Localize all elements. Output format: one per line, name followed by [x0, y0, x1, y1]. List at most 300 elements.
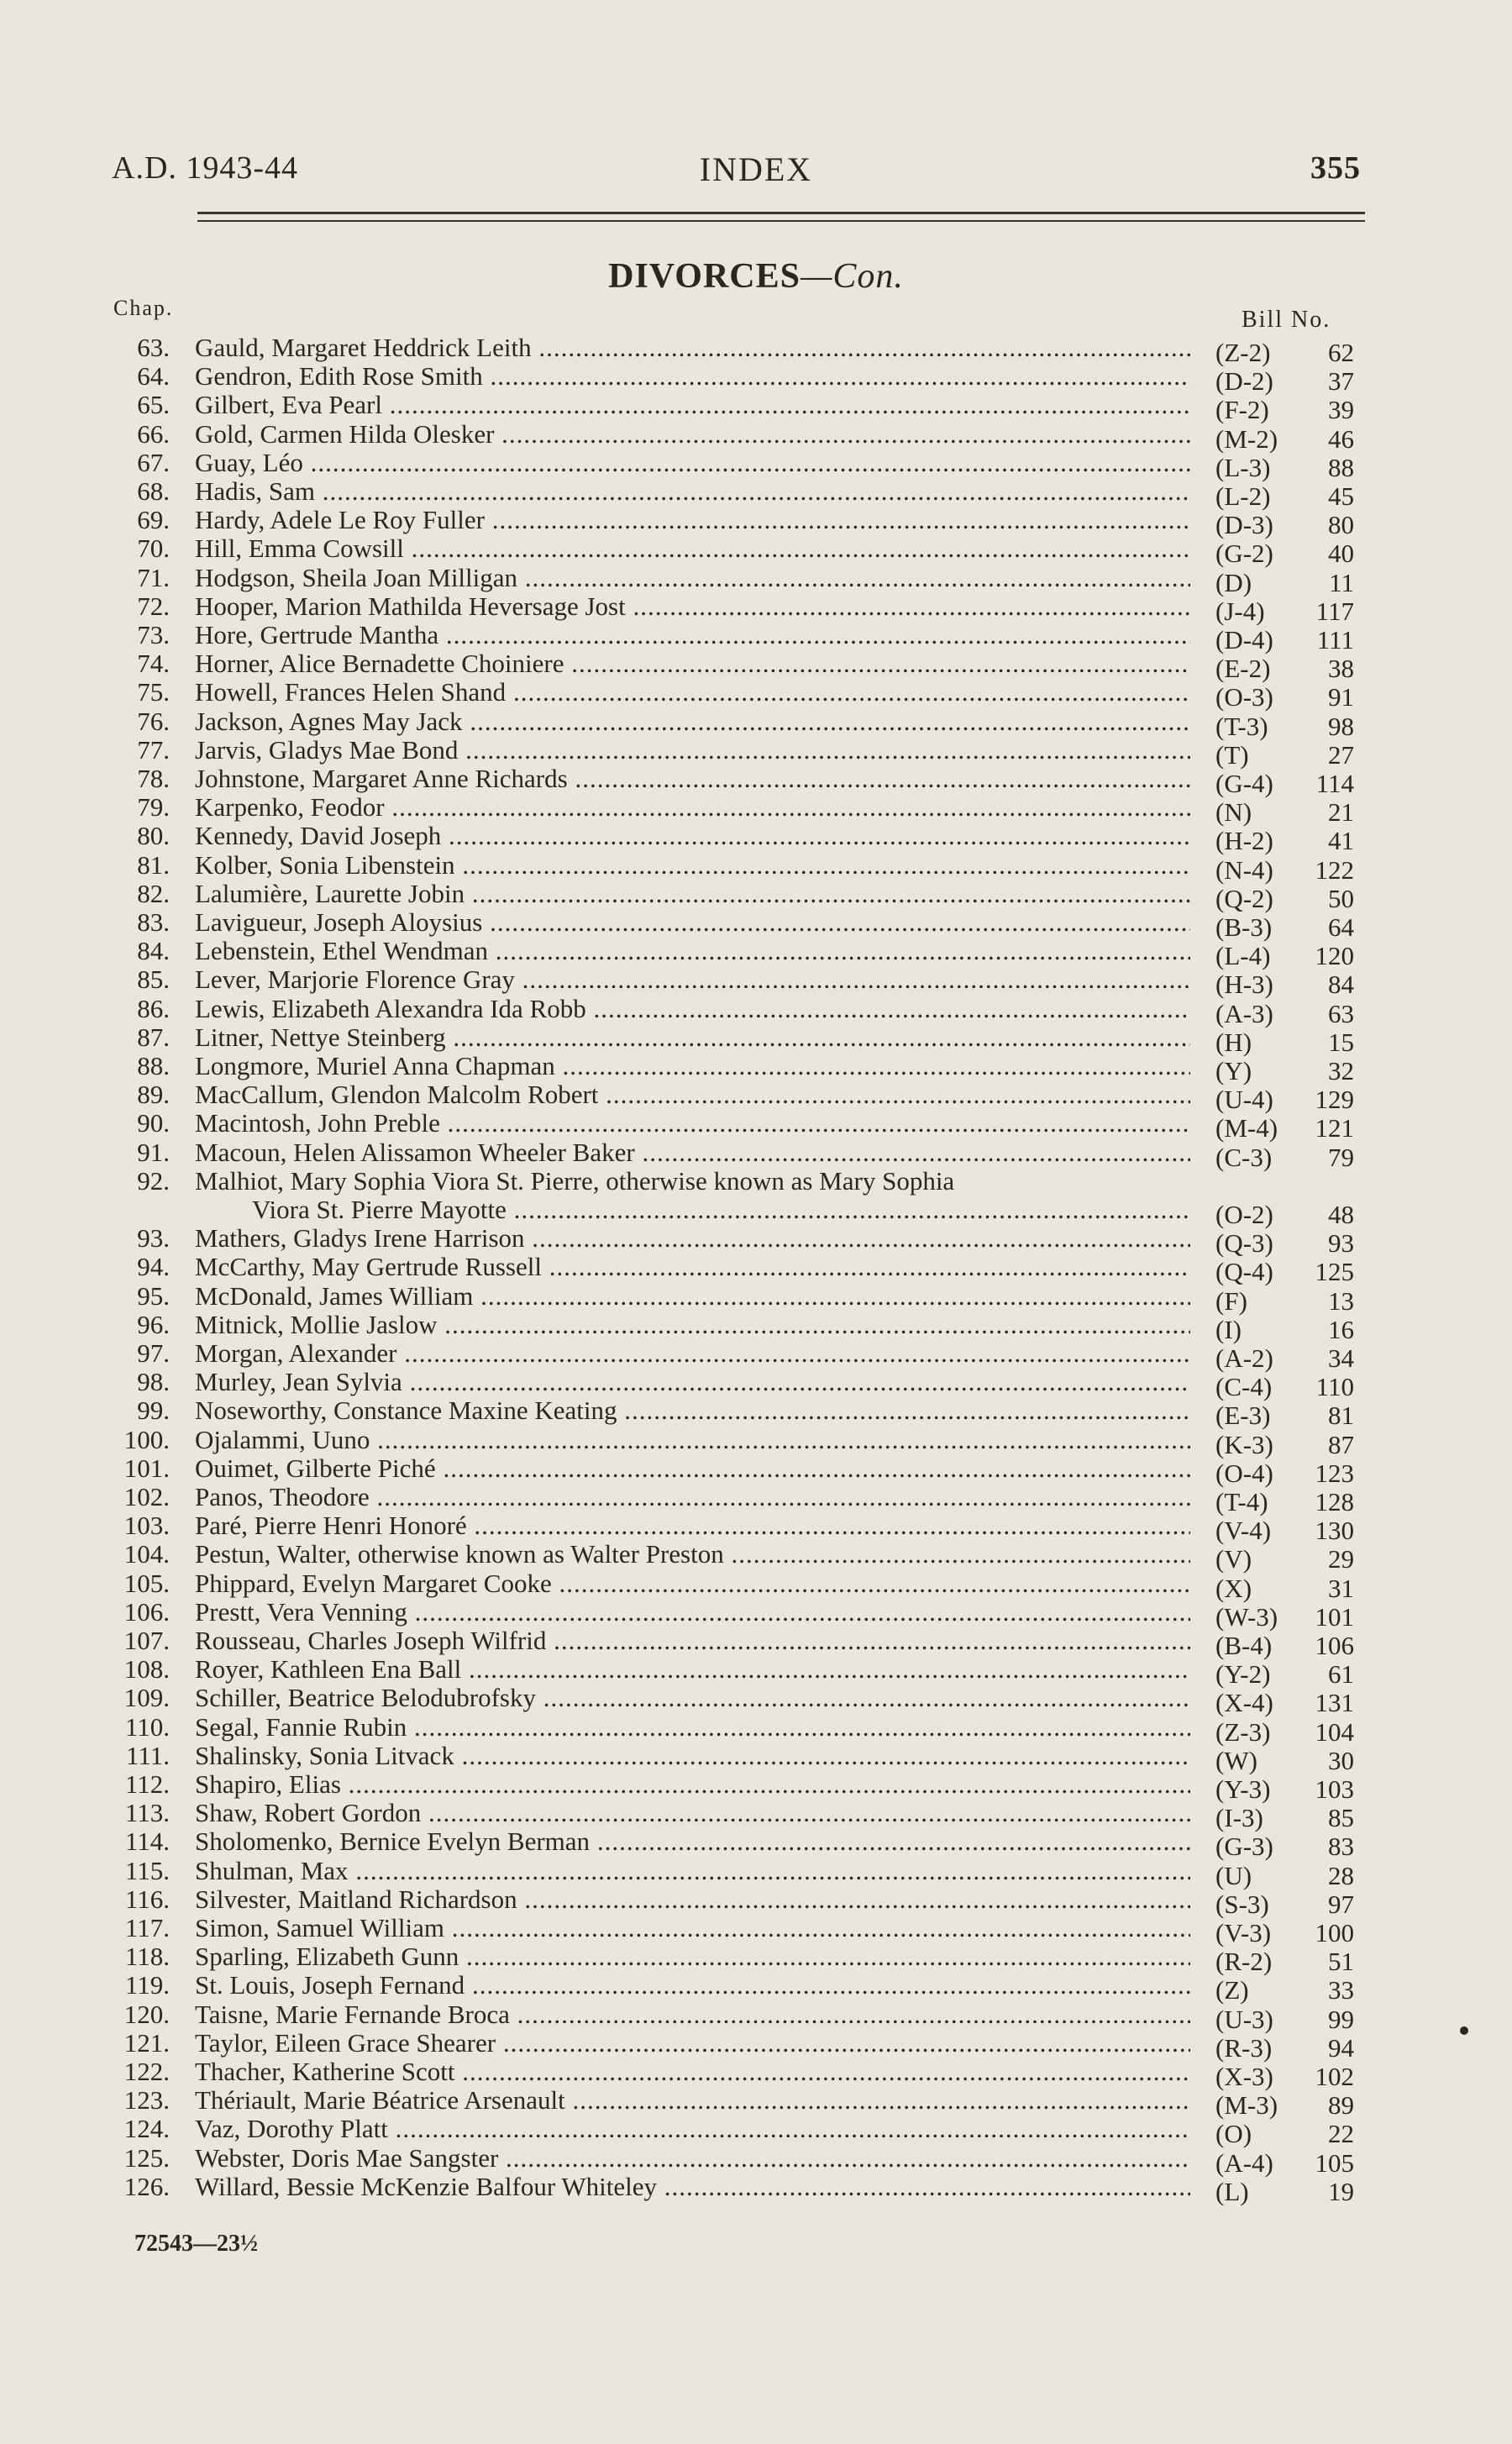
bill-number: 63: [1328, 998, 1354, 1028]
bill-letter-code: (F): [1215, 1285, 1247, 1316]
bill-letter-code: (M-3): [1215, 2090, 1278, 2121]
entry-name: Jarvis, Gladys Mae Bond .....: [195, 736, 1190, 765]
chapter-number: 81.: [137, 849, 170, 880]
bill-number: 117: [1315, 596, 1354, 626]
list-item: [0, 821, 1512, 856]
bill-letter-code: (X-4): [1215, 1688, 1273, 1718]
chapter-number: 114.: [124, 1826, 170, 1857]
bill-letter-code: (E-2): [1215, 654, 1271, 684]
entry-name: Malhiot, Mary Sophia Viora St. Pierre, otherwise known as Mary Sophia: [195, 1166, 955, 1196]
list-item: [0, 964, 1512, 1000]
bill-number: 21: [1328, 797, 1354, 828]
chapter-number: 92.: [137, 1165, 170, 1196]
bill-number: 39: [1328, 395, 1354, 425]
chapter-number: 108.: [123, 1654, 170, 1685]
bill-number: 45: [1328, 481, 1354, 511]
list-item: [0, 2057, 1512, 2091]
list-item: [0, 1942, 1512, 1977]
list-item: [0, 562, 1512, 597]
chapter-number: 106.: [123, 1596, 170, 1627]
bill-number: 87: [1328, 1429, 1354, 1459]
bill-number: 130: [1315, 1516, 1354, 1546]
list-item: [0, 993, 1512, 1028]
bill-number: 97: [1328, 1889, 1354, 1919]
list-item: [0, 2027, 1512, 2063]
entry-name: Rousseau, Charles Joseph Wilfrid .....: [195, 1627, 1190, 1655]
bill-number: 61: [1328, 1659, 1354, 1690]
section-continued: —Con.: [801, 257, 904, 296]
entry-name: Kennedy, David Joseph .....: [195, 822, 1190, 850]
chapter-number: 76.: [137, 706, 170, 736]
list-item: [0, 1511, 1512, 1546]
chapter-number: 94.: [137, 1252, 170, 1282]
entry-name: Macintosh, John Preble .....: [195, 1109, 1190, 1138]
bill-letter-code: (I): [1215, 1314, 1242, 1344]
section-heading: [0, 256, 1512, 297]
bill-letter-code: (M-4): [1215, 1113, 1278, 1143]
list-item-continuation: [0, 1196, 1512, 1229]
bill-number: 121: [1315, 1113, 1354, 1143]
bill-letter-code: (V-4): [1215, 1516, 1272, 1546]
entry-name: Ouimet, Gilberte Piché .....: [195, 1454, 1190, 1483]
list-item: [0, 1395, 1512, 1431]
bill-number: 79: [1328, 1142, 1354, 1172]
entry-name: Gold, Carmen Hilda Olesker .....: [195, 420, 1190, 449]
bill-number: 31: [1328, 1573, 1354, 1603]
list-item: [0, 1539, 1512, 1574]
running-head-title: INDEX: [699, 150, 813, 188]
chapter-number: 91.: [137, 1137, 170, 1167]
bill-letter-code: (R-3): [1215, 2032, 1273, 2063]
list-item: [0, 418, 1512, 454]
entry-name: Morgan, Alexander .....: [195, 1339, 1190, 1368]
list-item: [0, 1424, 1512, 1459]
bill-letter-code: (Q-2): [1215, 883, 1273, 913]
bill-letter-code: (N-4): [1215, 854, 1273, 885]
entry-name: Johnstone, Margaret Anne Richards .....: [195, 765, 1190, 793]
entry-name: Thacher, Katherine Scott .....: [195, 2058, 1190, 2086]
entry-name-continued: Viora St. Pierre Mayotte .....: [252, 1196, 1189, 1224]
list-item: [0, 2142, 1512, 2178]
entry-name: Pestun, Walter, otherwise known as Walter Preston .....: [195, 1540, 1190, 1569]
bill-letter-code: (L): [1215, 2176, 1249, 2206]
bill-letter-code: (U-3): [1215, 2004, 1273, 2034]
list-item: [0, 2171, 1512, 2206]
print-speck: [1460, 2026, 1468, 2035]
chapter-number: 99.: [137, 1395, 170, 1426]
bill-letter-code: (Q-3): [1215, 1228, 1273, 1259]
bill-number: 101: [1315, 1601, 1354, 1632]
bill-letter-code: (Z-3): [1215, 1716, 1271, 1747]
list-item: [0, 1970, 1512, 2005]
list-item: [0, 849, 1512, 885]
printer-signature-mark: 72543—23½: [134, 2231, 258, 2257]
chapter-number: 122.: [123, 2057, 170, 2086]
list-item: [0, 1913, 1512, 1947]
chapter-number: 120.: [123, 1999, 170, 2029]
entry-name: Guay, Léo .....: [195, 449, 1190, 477]
bill-letter-code: (T): [1215, 739, 1249, 770]
entry-name: Noseworthy, Constance Maxine Keating .....: [195, 1396, 1190, 1425]
entry-name: Paré, Pierre Henri Honoré .....: [195, 1511, 1190, 1540]
chapter-number: 105.: [123, 1568, 170, 1598]
bill-number: 99: [1328, 2004, 1354, 2034]
entry-name: Hore, Gertrude Mantha .....: [195, 621, 1190, 649]
bill-number: 128: [1315, 1487, 1354, 1516]
bill-number: 114: [1315, 769, 1354, 798]
list-item: [0, 1080, 1512, 1115]
entry-name: McDonald, James William .....: [195, 1282, 1190, 1311]
list-item: [0, 649, 1512, 684]
bill-number: 84: [1328, 970, 1354, 1000]
bill-number: 51: [1328, 1947, 1354, 1977]
chapter-number: 64.: [137, 361, 170, 392]
entry-name: Lebenstein, Ethel Wendman .....: [195, 937, 1190, 965]
bill-number: 104: [1315, 1716, 1354, 1747]
bill-letter-code: (B-3): [1215, 912, 1273, 942]
list-item: [0, 1051, 1512, 1085]
bill-number: 37: [1328, 366, 1354, 397]
entry-name: Royer, Kathleen Ena Ball .....: [195, 1655, 1190, 1684]
entry-name: Karpenko, Feodor .....: [195, 793, 1190, 822]
list-item: [0, 620, 1512, 654]
bill-letter-code: (O): [1215, 2119, 1252, 2149]
bill-letter-code: (W-3): [1215, 1601, 1278, 1632]
bill-letter-code: (J-4): [1215, 596, 1265, 626]
entry-name: Lewis, Elizabeth Alexandra Ida Robb .....: [195, 995, 1190, 1023]
entry-name: Sparling, Elizabeth Gunn .....: [195, 1942, 1190, 1971]
bill-number: 129: [1315, 1085, 1354, 1115]
chapter-number: 75.: [137, 677, 170, 707]
bill-number: 30: [1328, 1745, 1354, 1775]
chapter-number: 83.: [137, 907, 170, 937]
header-rule-thin: [197, 220, 1365, 222]
entry-name: Hadis, Sam .....: [195, 477, 1190, 506]
entry-name: Jackson, Agnes May Jack .....: [195, 707, 1190, 736]
bill-letter-code: (C-4): [1215, 1372, 1273, 1402]
chapter-number: 121.: [123, 2027, 170, 2058]
entry-name: Phippard, Evelyn Margaret Cooke .....: [195, 1569, 1190, 1598]
list-item: [0, 1223, 1512, 1259]
list-item: [0, 1568, 1512, 1603]
list-item: [0, 1855, 1512, 1890]
list-item: [0, 1740, 1512, 1775]
bill-letter-code: (T-4): [1215, 1487, 1268, 1516]
entry-name: Vaz, Dorothy Platt .....: [195, 2115, 1190, 2143]
entry-name: Macoun, Helen Alissamon Wheeler Baker .....: [195, 1138, 1190, 1167]
chapter-number: 117.: [124, 1913, 170, 1942]
bill-number: 19: [1328, 2176, 1354, 2206]
entry-name: St. Louis, Joseph Fernand .....: [195, 1971, 1190, 2000]
chapter-number: 95.: [137, 1280, 170, 1311]
bill-number: 41: [1328, 826, 1354, 856]
bill-letter-code: (D-4): [1215, 625, 1273, 654]
chapter-number: 112.: [124, 1769, 170, 1799]
bill-number: 80: [1328, 510, 1354, 540]
chapter-number: 80.: [137, 821, 170, 851]
bill-letter-code: (D-2): [1215, 366, 1273, 397]
chapter-number: 86.: [137, 993, 170, 1023]
list-item: [0, 333, 1512, 367]
entry-name: Hodgson, Sheila Joan Milligan .....: [195, 564, 1190, 592]
bill-number: 50: [1328, 883, 1354, 913]
header-rule-thick: [197, 212, 1365, 214]
chapter-number: 93.: [137, 1223, 170, 1254]
entry-name: Segal, Fannie Rubin .....: [195, 1713, 1190, 1742]
chapter-number: 98.: [137, 1367, 170, 1397]
bill-letter-code: (X): [1215, 1573, 1252, 1603]
chapter-number: 116.: [124, 1884, 170, 1914]
entry-name: Mitnick, Mollie Jaslow .....: [195, 1311, 1190, 1339]
bill-letter-code: (O-3): [1215, 682, 1273, 712]
bill-number: 110: [1315, 1372, 1354, 1402]
chapter-number: 85.: [137, 964, 170, 995]
list-item: [0, 792, 1512, 828]
bill-letter-code: (Y-2): [1215, 1659, 1271, 1690]
chapter-number: 124.: [123, 2114, 170, 2144]
bill-letter-code: (O-4): [1215, 1458, 1273, 1488]
bill-letter-code: (F-2): [1215, 395, 1269, 425]
running-head-date: A.D. 1943-44: [112, 150, 299, 186]
bill-number: 122: [1315, 854, 1354, 885]
list-item: [0, 734, 1512, 770]
chapter-number: 100.: [123, 1424, 170, 1454]
bill-number: 106: [1315, 1631, 1354, 1660]
bill-number: 16: [1328, 1314, 1354, 1344]
entry-name: Webster, Doris Mae Sangster .....: [195, 2144, 1190, 2173]
list-item: [0, 878, 1512, 913]
bill-letter-code: (G-3): [1215, 1832, 1273, 1862]
bill-number: 88: [1328, 452, 1354, 482]
list-item: [0, 1167, 1512, 1196]
bill-number: 34: [1328, 1343, 1354, 1373]
bill-letter-code: (L-4): [1215, 941, 1271, 971]
list-item: [0, 1683, 1512, 1718]
entry-name: Litner, Nettye Steinberg .....: [195, 1023, 1190, 1052]
bill-letter-code: (L-2): [1215, 481, 1271, 511]
list-item: [0, 1453, 1512, 1488]
bill-letter-code: (H-2): [1215, 826, 1273, 856]
chapter-number: 125.: [123, 2142, 170, 2173]
bill-number: 91: [1328, 682, 1354, 712]
entry-name: Simon, Samuel William .....: [195, 1914, 1190, 1942]
entry-name: Panos, Theodore .....: [195, 1483, 1190, 1511]
entry-name: Horner, Alice Bernadette Choiniere .....: [195, 649, 1190, 678]
chapter-number: 103.: [123, 1511, 170, 1541]
bill-letter-code: (H-3): [1215, 970, 1273, 1000]
chapter-number: 88.: [137, 1051, 170, 1080]
bill-letter-code: (U-4): [1215, 1085, 1273, 1115]
entry-name: Lavigueur, Joseph Aloysius .....: [195, 908, 1190, 937]
entry-name: Schiller, Beatrice Belodubrofsky .....: [195, 1684, 1190, 1712]
chapter-number: 69.: [137, 505, 170, 535]
bill-number: 32: [1328, 1056, 1354, 1085]
bill-number: 11: [1329, 567, 1354, 597]
list-item: [0, 476, 1512, 511]
chapter-number: 82.: [137, 878, 170, 908]
chapter-number: 65.: [137, 390, 170, 420]
bill-letter-code: (Q-4): [1215, 1257, 1273, 1287]
bill-letter-code: (Y): [1215, 1056, 1252, 1085]
list-item: [0, 1137, 1512, 1172]
bill-letter-code: (D): [1215, 567, 1252, 597]
bill-number: 89: [1328, 2090, 1354, 2121]
chapter-number: 109.: [123, 1683, 170, 1713]
bill-number: 46: [1328, 423, 1354, 454]
chapter-number: 79.: [137, 792, 170, 823]
chapter-number: 77.: [137, 734, 170, 765]
entry-name: Lever, Marjorie Florence Gray .....: [195, 965, 1190, 994]
list-item: [0, 677, 1512, 712]
chapter-number: 113.: [124, 1798, 170, 1828]
entry-name: Gauld, Margaret Heddrick Leith .....: [195, 334, 1190, 362]
bill-number: 123: [1315, 1458, 1354, 1488]
chapter-number: 126.: [123, 2171, 170, 2201]
bill-letter-code: (A-2): [1215, 1343, 1273, 1373]
chapter-number: 67.: [137, 447, 170, 477]
chapter-number: 123.: [123, 2085, 170, 2116]
chapter-number: 101.: [123, 1453, 170, 1483]
chapter-number: 71.: [137, 562, 170, 592]
entry-name: Gilbert, Eva Pearl .....: [195, 391, 1190, 419]
bill-letter-code: (Z): [1215, 1975, 1249, 2005]
chapter-number: 102.: [123, 1482, 170, 1511]
bill-number: 38: [1328, 654, 1354, 684]
chapter-number: 115.: [124, 1855, 170, 1885]
list-item: [0, 1108, 1512, 1143]
bill-letter-code: (A-4): [1215, 2147, 1273, 2178]
list-item: [0, 1252, 1512, 1287]
bill-letter-code: (S-3): [1215, 1889, 1269, 1919]
bill-letter-code: (D-3): [1215, 510, 1273, 540]
entry-name: Thériault, Marie Béatrice Arsenault .....: [195, 2086, 1190, 2115]
bill-number: 98: [1328, 711, 1354, 741]
bill-letter-code: (O-2): [1215, 1200, 1273, 1229]
bill-letter-code: (Y-3): [1215, 1774, 1271, 1804]
list-item: [0, 1884, 1512, 1919]
bill-number: 22: [1328, 2119, 1354, 2149]
chapter-number: 118.: [124, 1942, 170, 1972]
entry-name: Hill, Emma Cowsill .....: [195, 534, 1190, 563]
bill-number: 28: [1328, 1860, 1354, 1890]
list-item: [0, 1769, 1512, 1804]
bill-number: 33: [1328, 1975, 1354, 2005]
chapter-number: 87.: [137, 1022, 170, 1052]
bill-number: 105: [1315, 2147, 1354, 2178]
chapter-column-header: Chap.: [113, 296, 174, 320]
bill-number: 120: [1315, 941, 1354, 971]
bill-letter-code: (E-3): [1215, 1401, 1271, 1431]
entry-name: Shulman, Max .....: [195, 1857, 1190, 1885]
bill-letter-code: (K-3): [1215, 1429, 1273, 1459]
entry-name: Shaw, Robert Gordon .....: [195, 1799, 1190, 1827]
bill-number: 29: [1328, 1544, 1354, 1574]
list-item: [0, 1826, 1512, 1862]
bill-number: 94: [1328, 2032, 1354, 2063]
bill-number: 93: [1328, 1228, 1354, 1259]
list-item: [0, 1280, 1512, 1316]
bill-letter-code: (G-4): [1215, 769, 1273, 798]
list-item: [0, 1626, 1512, 1660]
chapter-number: 63.: [137, 333, 170, 362]
list-item: [0, 1654, 1512, 1690]
list-item: [0, 1367, 1512, 1402]
bill-number: 131: [1315, 1688, 1354, 1718]
list-item: [0, 2085, 1512, 2121]
bill-number: 102: [1315, 2062, 1354, 2091]
list-item: [0, 1596, 1512, 1632]
chapter-number: 72.: [137, 591, 170, 621]
bill-number: 85: [1328, 1803, 1354, 1833]
entry-name: Hooper, Marion Mathilda Heversage Jost .....: [195, 592, 1190, 621]
section-title: DIVORCES: [608, 257, 801, 296]
list-item: [0, 390, 1512, 425]
bill-number: 111: [1316, 625, 1354, 654]
chapter-number: 89.: [137, 1080, 170, 1110]
bill-letter-code: (L-3): [1215, 452, 1271, 482]
bill-letter-code: (I-3): [1215, 1803, 1263, 1833]
entry-name: MacCallum, Glendon Malcolm Robert .....: [195, 1080, 1190, 1109]
bill-letter-code: (N): [1215, 797, 1252, 828]
list-item: [0, 2114, 1512, 2149]
bill-number: 40: [1328, 539, 1354, 569]
entry-name: Ojalammi, Uuno .....: [195, 1426, 1190, 1454]
entry-name: Silvester, Maitland Richardson .....: [195, 1885, 1190, 1914]
bill-letter-code: (C-3): [1215, 1142, 1273, 1172]
page-number: 355: [1310, 150, 1361, 186]
entry-name: Kolber, Sonia Libenstein .....: [195, 851, 1190, 880]
list-item: [0, 1338, 1512, 1373]
chapter-number: 104.: [123, 1539, 170, 1569]
list-item: [0, 1798, 1512, 1833]
list-item: [0, 1022, 1512, 1057]
bill-number: 15: [1328, 1027, 1354, 1057]
chapter-number: 66.: [137, 418, 170, 449]
chapter-number: 110.: [124, 1711, 170, 1742]
bill-number: 13: [1328, 1285, 1354, 1316]
bill-number: 83: [1328, 1832, 1354, 1862]
chapter-number: 70.: [137, 533, 170, 564]
list-item: [0, 1482, 1512, 1516]
list-item: [0, 1309, 1512, 1344]
chapter-number: 97.: [137, 1338, 170, 1368]
chapter-number: 96.: [137, 1309, 170, 1339]
entry-name: Willard, Bessie McKenzie Balfour Whiteley .....: [195, 2173, 1190, 2201]
bill-letter-code: (B-4): [1215, 1631, 1273, 1660]
entry-name: Mathers, Gladys Irene Harrison .....: [195, 1224, 1190, 1253]
bill-letter-code: (V-3): [1215, 1918, 1272, 1947]
chapter-number: 78.: [137, 764, 170, 793]
bill-number: 103: [1315, 1774, 1354, 1804]
bill-number: 81: [1328, 1401, 1354, 1431]
bill-letter-code: (M-2): [1215, 423, 1278, 454]
entry-name: Shalinsky, Sonia Litvack .....: [195, 1742, 1190, 1770]
chapter-number: 111.: [126, 1740, 170, 1770]
chapter-number: 107.: [123, 1626, 170, 1655]
bill-column-header: Bill No.: [1242, 307, 1331, 333]
chapter-number: 74.: [137, 649, 170, 679]
bill-letter-code: (A-3): [1215, 998, 1273, 1028]
bill-letter-code: (H): [1215, 1027, 1252, 1057]
bill-letter-code: (G-2): [1215, 539, 1273, 569]
entry-name: McCarthy, May Gertrude Russell .....: [195, 1253, 1190, 1281]
list-item: [0, 764, 1512, 798]
entry-name: Howell, Frances Helen Shand .....: [195, 678, 1190, 707]
entry-name: Prestt, Vera Venning .....: [195, 1598, 1190, 1627]
list-item: [0, 1711, 1512, 1747]
entry-name: Taylor, Eileen Grace Shearer .....: [195, 2029, 1190, 2058]
list-item: [0, 936, 1512, 971]
